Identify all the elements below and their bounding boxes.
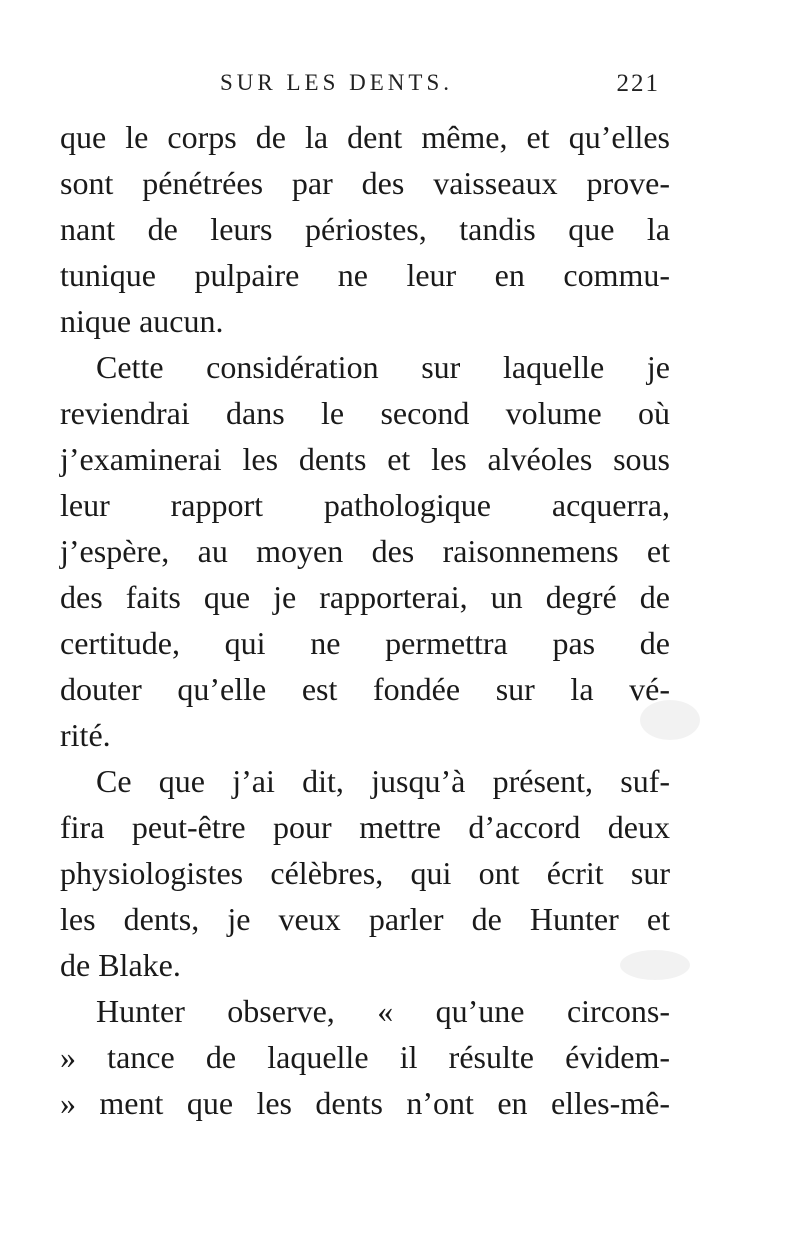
text-line: de Blake. <box>60 947 181 983</box>
text-line: nique aucun. <box>60 303 224 339</box>
text-line: » ment que les dents n’ont en elles-mê- <box>60 1085 670 1121</box>
running-head: SUR LES DENTS. <box>220 70 453 95</box>
text-line: j’examinerai les dents et les alvéoles sous <box>60 441 670 477</box>
text-line: reviendrai dans le second volume où <box>60 395 670 431</box>
page-body <box>60 114 670 1126</box>
paragraph-start-line: Cette considération sur laquelle je <box>96 349 670 385</box>
paragraph-start-line: Hunter observe, « qu’une circons- <box>96 993 670 1029</box>
text-line: j’espère, au moyen des raisonnemens et <box>60 533 670 569</box>
page-header <box>220 70 660 106</box>
text-line: des faits que je rapporterai, un degré de <box>60 579 670 615</box>
text-line: nant de leurs périostes, tandis que la <box>60 211 670 247</box>
text-line: physiologistes célèbres, qui ont écrit sur <box>60 855 670 891</box>
text-line: certitude, qui ne permettra pas de <box>60 625 670 661</box>
text-line: les dents, je veux parler de Hunter et <box>60 901 670 937</box>
text-line: douter qu’elle est fondée sur la vé- <box>60 671 670 707</box>
text-line: tunique pulpaire ne leur en commu- <box>60 257 670 293</box>
text-line: rité. <box>60 717 111 753</box>
text-line: sont pénétrées par des vaisseaux prove- <box>60 165 670 201</box>
page-number: 221 <box>616 70 660 97</box>
text-line: » tance de laquelle il résulte évidem- <box>60 1039 670 1075</box>
text-line: que le corps de la dent même, et qu’elles <box>60 119 670 155</box>
text-line: fira peut-être pour mettre d’accord deux <box>60 809 670 845</box>
paragraph-start-line: Ce que j’ai dit, jusqu’à présent, suf- <box>96 763 670 799</box>
text-line: leur rapport pathologique acquerra, <box>60 487 670 523</box>
